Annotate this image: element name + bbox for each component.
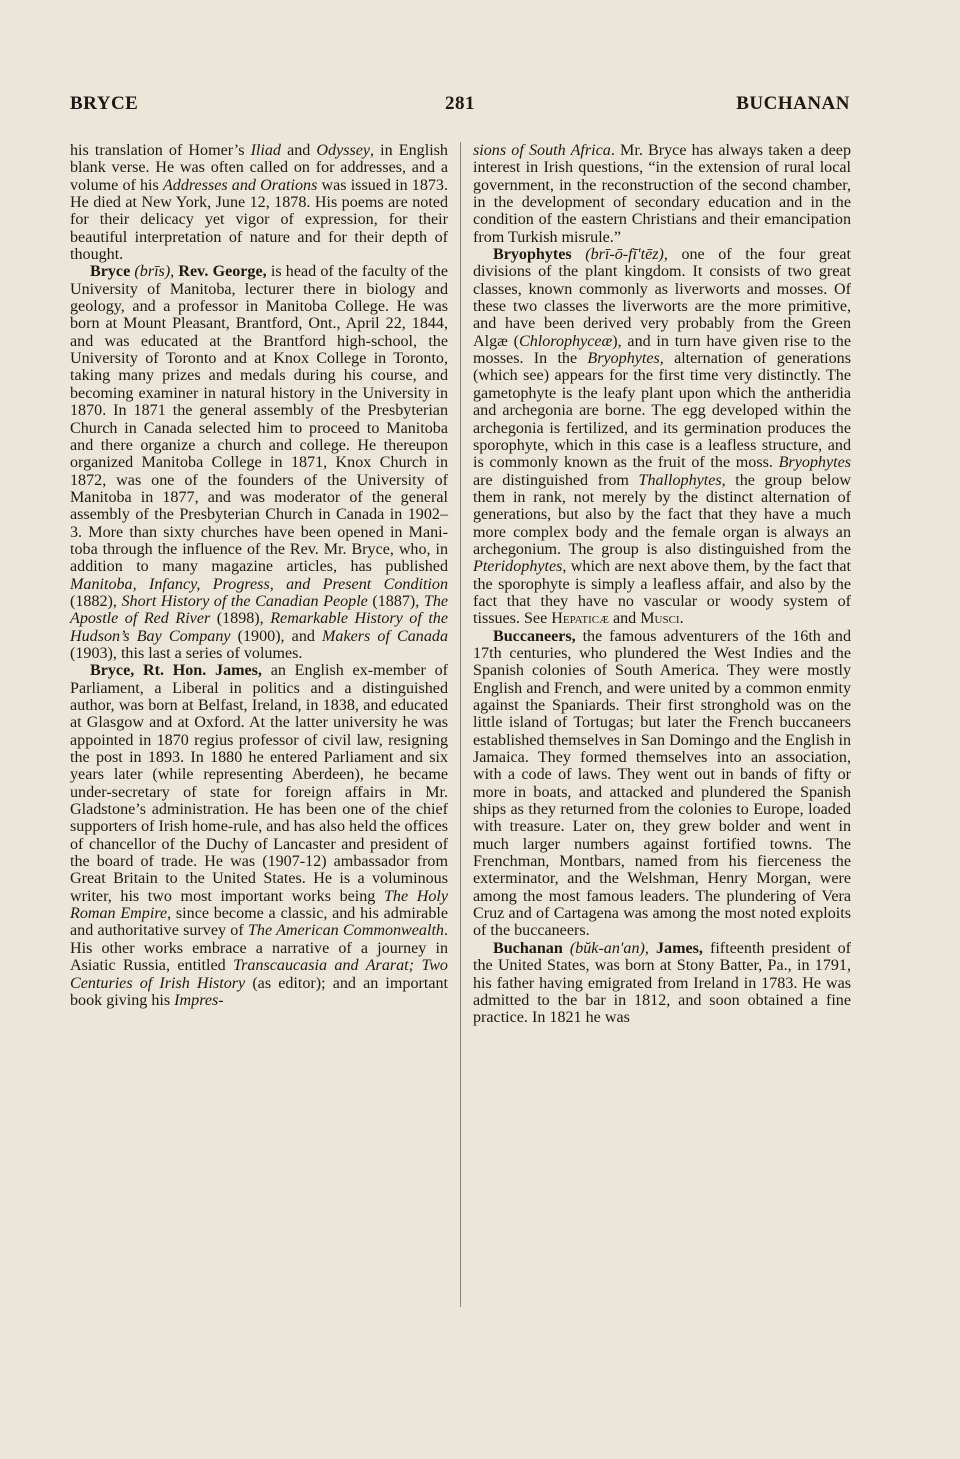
- left-column: [70, 142, 448, 1009]
- homer-translation-paragraph: his translation of Homer’s Iliad and Odyssey, in English blank verse. He was often called on for addresses, and a volume of his Addresses and Orations was issued in 1873. He died at New York, June 12, 1878. His poems are noted for their delicacy yet vigor of expression, for their beautiful interpretation of nature and for their depth of thought.: [70, 142, 448, 264]
- running-head-right: BUCHANAN: [736, 93, 850, 114]
- running-head: [70, 93, 850, 119]
- entry-headword: Buchanan: [493, 939, 563, 957]
- entry-bryophytes: Bryophytes (brī-ō-fī′tēz), one of the four great divisions of the plant kingdom. It consists of two great classes, known commonly as liverworts and mosses. Of these two classes the liverworts are the more primitive, and have been derived very probably from the Green Algæ (Chlorophyceæ), and in turn have given rise to the mosses. In the Bryophytes, alternation of generations (which see) appears for the first time very distinctly. The gametophyte is the leafy plant upon which the antheridia and archegonia are borne. The egg developed within the archegonia is fertilized, and its germination produces the sporophyte, which in this case is a leafless structure, and is commonly known as the fruit of the moss. Bryophytes are distinguished from Thallophytes, the group below them in rank, not merely by the distinct alternation of generations, but also by the fact that they have a much more complex body and the female organ is always an archegonium. The group is also distinguished from the Pteridophytes, which are next above them, by the fact that the sporophyte is simply a leafless affair, and also by the fact that they have no vascular or woody system of tissues. See Hepaticæ and Musci.: [473, 246, 851, 628]
- page-number: 281: [445, 93, 475, 114]
- column-divider: [460, 142, 461, 1307]
- entry-bryce-george: Bryce (brīs), Rev. George, is head of the faculty of the University of Manitoba, lecturer there in biology and geology, and a professor in Manitoba College. He was born at Mount Pleasant, Brantford, Ont., April 22, 1844, and was educated at the Brantford high-school, the University of Toronto and at Knox College in Toronto, taking many prizes and medals during his course, and becoming examiner in natural history in the University in 1870. In 1871 the general assembly of the Presbyterian Church in Canada selected him to proceed to Manitoba and there organize a church and college. He thereupon organized Manitoba College in 1871, Knox Church in 1872, was one of the founders of the University of Manitoba in 1877, and was moderator of the general assembly of the Presbyterian Church in Canada in 1902–3. More than sixty churches have been opened in Manitoba through the influence of the Rev. Mr. Bryce, who, in addition to many magazine articles, has published Manitoba, Infancy, Progress, and Present Condition (1882), Short History of the Canadian People (1887), The Apostle of Red River (1898), Remarkable History of the Hudson’s Bay Company (1900), and Makers of Canada (1903), this last a series of volumes.: [70, 263, 449, 662]
- entry-bryce-james: Bryce, Rt. Hon. James, an English ex-member of Parliament, a Liberal in politics and a distinguished author, was born at Belfast, Ireland, in 1838, and educated at Glasgow and at Oxford. At the latter university he was appointed in 1870 regius professor of civil law, resigning the post in 1893. In 1880 he entered Parliament and six years later (while representing Aberdeen), he became under-secretary of state for foreign affairs in Mr. Gladstone’s administration. He has been one of the chief supporters of Irish home-rule, and has also held the offices of chancellor of the Duchy of Lancaster and president of the board of trade. He was (1907-12) ambassador from Great Britain to the United States. He is a voluminous writer, his two most important works being The Holy Roman Empire, since become a classic, and his admirable and authoritative survey of The American Commonwealth. His other works embrace a narrative of a journey in Asiatic Russia, entitled Transcaucasia and Ararat; Two Centuries of Irish History (as editor); and an important book giving his Impres-: [70, 662, 448, 1009]
- running-head-left: BRYCE: [70, 93, 139, 114]
- entry-buchanan-james: Buchanan (bŭk-an′an), James, fifteenth president of the United States, was born at Stony Batter, Pa., in 1791, his father having emigrated from Ireland in 1783. He was admitted to the bar in 1812, and soon obtained a fine practice. In 1821 he was: [473, 939, 852, 1027]
- entry-headword: Buccaneers,: [493, 627, 576, 645]
- entry-headword: Bryce: [90, 263, 131, 281]
- right-column: [473, 142, 851, 1027]
- cross-reference: Hepaticæ: [551, 610, 609, 628]
- entry-headword: Bryophytes: [493, 246, 572, 264]
- bryce-james-continuation: sions of South Africa. Mr. Bryce has always taken a deep interest in Irish questions, “in the extension of rural local government, in the reconstruction of the second chamber, in the development of secondary education and in the condition of the eastern Christians and their emancipation from Turkish misrule.”: [473, 142, 851, 246]
- cross-reference: Musci: [640, 610, 680, 628]
- entry-headword: Bryce, Rt. Hon. James,: [90, 662, 262, 680]
- entry-buccaneers: Buccaneers, the famous adventurers of the 16th and 17th centuries, who plundered the West Indies and the Spanish colonies of South America. They were mostly English and French, and were united by a common enmity against the Spaniards. Their first stronghold was on the little island of Tortugas; but later the French buccaneers established themselves in San Domingo and the English in Jamaica. They formed themselves into an association, with a code of laws. They went out in bands of fifty or more in boats, and attacked and plundered the Spanish ships as they returned from the colonies to Europe, loaded with treasure. Later on, they grew bolder and went in much larger numbers against fortified towns. The Frenchman, Montbars, named from his fierceness the exterminator, and the Welshman, Henry Morgan, were among the most famous leaders. The plundering of Vera Cruz and of Cartagena was among the most noted exploits of the buccaneers.: [473, 627, 851, 940]
